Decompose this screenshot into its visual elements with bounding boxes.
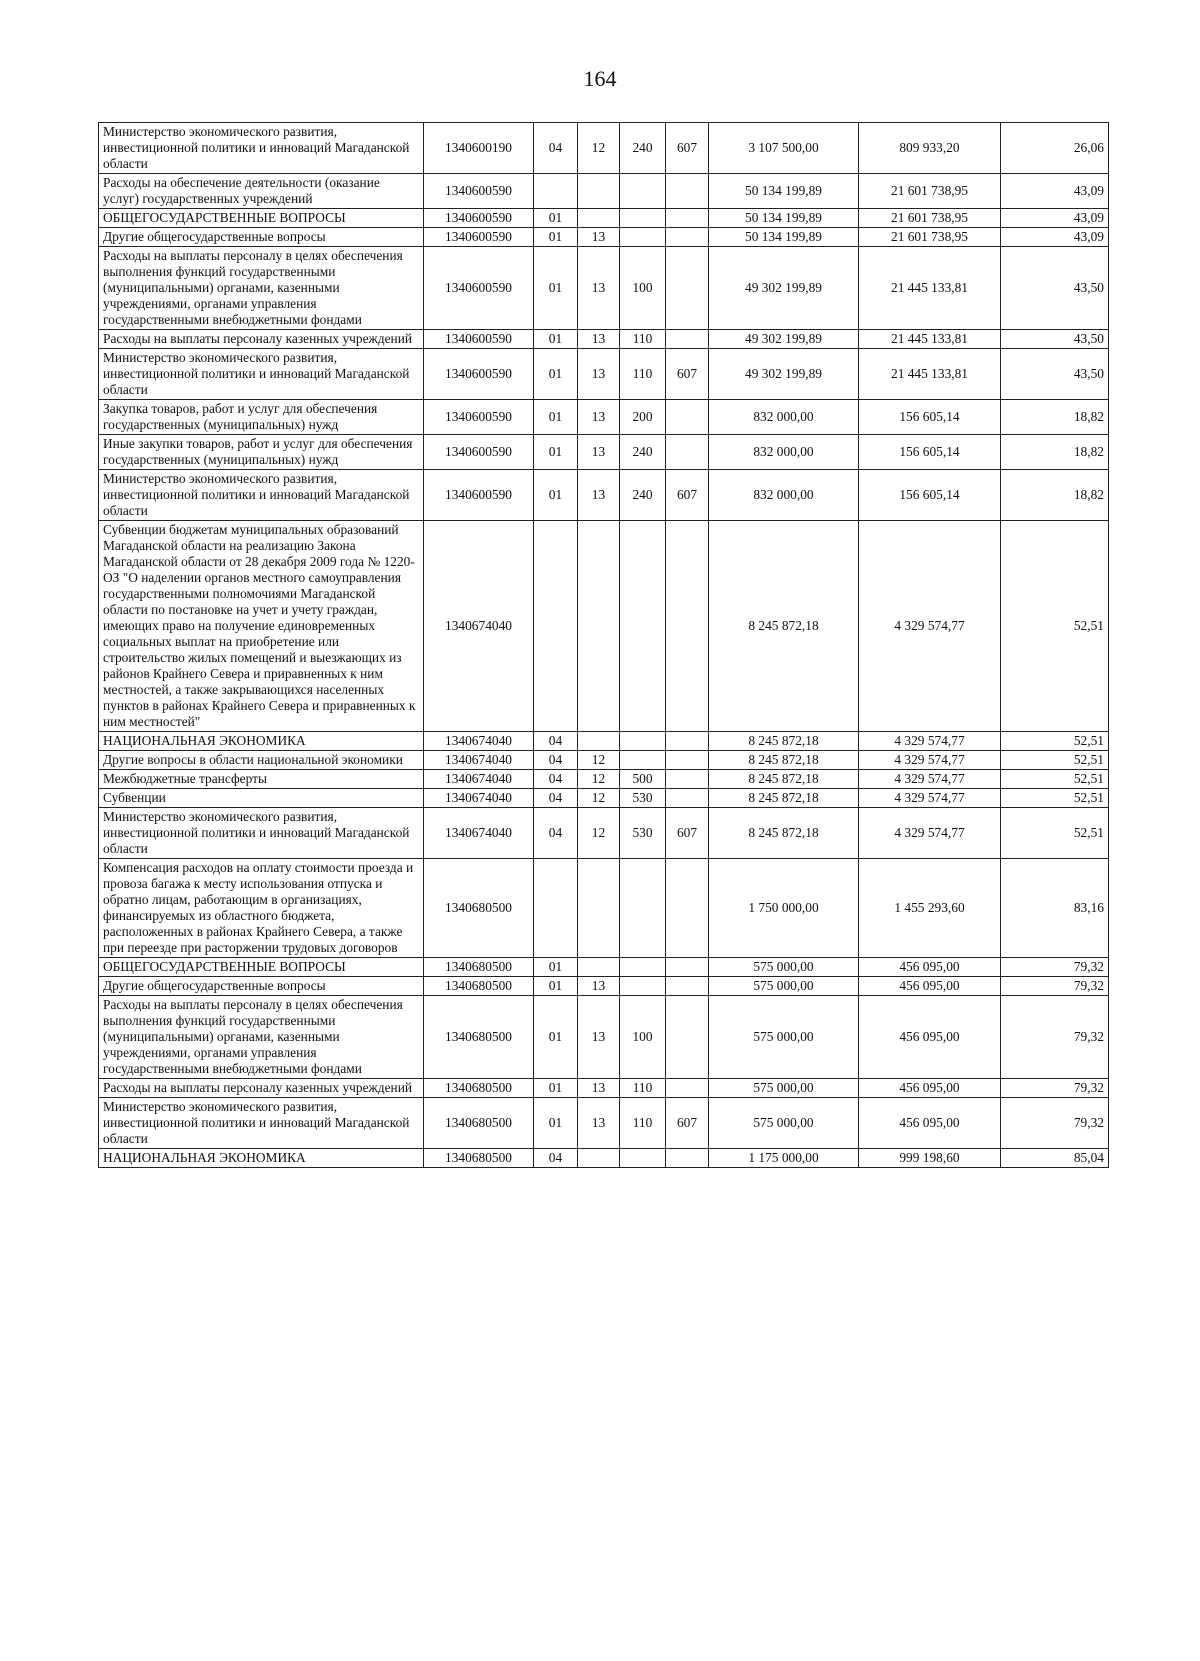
cell-planned-amount: 8 245 872,18 (709, 751, 859, 770)
cell-administrator (666, 789, 709, 808)
cell-administrator (666, 1079, 709, 1098)
cell-target-article: 1340600590 (424, 209, 534, 228)
cell-executed-amount: 456 095,00 (859, 977, 1001, 996)
cell-subsection: 13 (578, 996, 620, 1079)
cell-expense-type: 110 (620, 1098, 666, 1149)
cell-expense-type: 240 (620, 123, 666, 174)
cell-administrator (666, 996, 709, 1079)
cell-target-article: 1340674040 (424, 808, 534, 859)
cell-name: Другие общегосударственные вопросы (99, 977, 424, 996)
cell-subsection: 12 (578, 808, 620, 859)
cell-executed-amount: 156 605,14 (859, 400, 1001, 435)
cell-executed-amount: 456 095,00 (859, 958, 1001, 977)
cell-section: 04 (534, 1149, 578, 1168)
cell-administrator (666, 330, 709, 349)
cell-planned-amount: 575 000,00 (709, 996, 859, 1079)
cell-target-article: 1340600590 (424, 228, 534, 247)
cell-execution-percent: 79,32 (1001, 996, 1109, 1079)
cell-subsection: 13 (578, 1098, 620, 1149)
table-row (99, 349, 1109, 400)
cell-name: Расходы на выплаты персоналу в целях обеспечения выполнения функций государственными (муниципальными) органами, казенными учреждениями, органами управления государственными внебюджетными фондами (99, 996, 424, 1079)
cell-section: 04 (534, 732, 578, 751)
cell-target-article: 1340680500 (424, 859, 534, 958)
cell-execution-percent: 18,82 (1001, 435, 1109, 470)
cell-executed-amount: 456 095,00 (859, 1079, 1001, 1098)
cell-target-article: 1340680500 (424, 1079, 534, 1098)
cell-execution-percent: 18,82 (1001, 470, 1109, 521)
cell-subsection (578, 174, 620, 209)
cell-administrator: 607 (666, 123, 709, 174)
cell-expense-type (620, 751, 666, 770)
cell-executed-amount: 21 601 738,95 (859, 228, 1001, 247)
cell-administrator (666, 770, 709, 789)
cell-administrator (666, 751, 709, 770)
cell-execution-percent: 52,51 (1001, 732, 1109, 751)
cell-administrator (666, 958, 709, 977)
cell-section: 01 (534, 1079, 578, 1098)
cell-expense-type (620, 521, 666, 732)
table-row (99, 732, 1109, 751)
cell-target-article: 1340600590 (424, 174, 534, 209)
cell-planned-amount: 8 245 872,18 (709, 808, 859, 859)
cell-name: Расходы на обеспечение деятельности (оказание услуг) государственных учреждений (99, 174, 424, 209)
cell-section (534, 521, 578, 732)
cell-target-article: 1340600190 (424, 123, 534, 174)
cell-administrator (666, 247, 709, 330)
cell-executed-amount: 21 445 133,81 (859, 349, 1001, 400)
cell-name: Другие вопросы в области национальной экономики (99, 751, 424, 770)
cell-name: Другие общегосударственные вопросы (99, 228, 424, 247)
table-row (99, 859, 1109, 958)
cell-subsection: 12 (578, 751, 620, 770)
cell-administrator (666, 1149, 709, 1168)
cell-subsection: 13 (578, 435, 620, 470)
cell-name: Расходы на выплаты персоналу казенных учреждений (99, 1079, 424, 1098)
cell-execution-percent: 79,32 (1001, 1098, 1109, 1149)
table-row (99, 751, 1109, 770)
cell-planned-amount: 832 000,00 (709, 470, 859, 521)
table-row (99, 808, 1109, 859)
table-row (99, 247, 1109, 330)
cell-expense-type: 100 (620, 996, 666, 1079)
cell-target-article: 1340600590 (424, 247, 534, 330)
cell-subsection (578, 521, 620, 732)
cell-name: Компенсация расходов на оплату стоимости проезда и провоза багажа к месту использования отпуска и обратно лицам, работающим в организациях, финансируемых из областного бюджета, расположенных в районах Крайнего Севера, а также при переезде при расторжении трудовых договоров (99, 859, 424, 958)
cell-target-article: 1340680500 (424, 996, 534, 1079)
cell-administrator (666, 400, 709, 435)
cell-executed-amount: 456 095,00 (859, 1098, 1001, 1149)
cell-executed-amount: 4 329 574,77 (859, 521, 1001, 732)
table-row (99, 770, 1109, 789)
cell-section: 01 (534, 470, 578, 521)
cell-planned-amount: 49 302 199,89 (709, 349, 859, 400)
cell-executed-amount: 4 329 574,77 (859, 732, 1001, 751)
cell-name: Министерство экономического развития, инвестиционной политики и инноваций Магаданской области (99, 808, 424, 859)
cell-subsection: 12 (578, 789, 620, 808)
cell-section: 01 (534, 958, 578, 977)
cell-subsection: 13 (578, 977, 620, 996)
cell-expense-type: 110 (620, 1079, 666, 1098)
cell-execution-percent: 52,51 (1001, 789, 1109, 808)
cell-planned-amount: 50 134 199,89 (709, 174, 859, 209)
cell-subsection: 13 (578, 400, 620, 435)
cell-section (534, 174, 578, 209)
cell-executed-amount: 156 605,14 (859, 435, 1001, 470)
cell-name: Субвенции бюджетам муниципальных образований Магаданской области на реализацию Закона Магаданской области от 28 декабря 2009 года № 1220-ОЗ "О наделении органов местного самоуправления государственными полномочиями Магаданской области по постановке на учет и учету граждан, имеющих право на получение единовременных социальных выплат на приобретение или строительство жилых помещений и выезжающих из районов Крайнего Севера и приравненных к ним местностей, а также закрывающихся населенных пунктов в районах Крайнего Севера и приравненных к ним местностей" (99, 521, 424, 732)
cell-name: Расходы на выплаты персоналу казенных учреждений (99, 330, 424, 349)
cell-target-article: 1340600590 (424, 470, 534, 521)
cell-planned-amount: 1 750 000,00 (709, 859, 859, 958)
table-row (99, 1079, 1109, 1098)
cell-executed-amount: 456 095,00 (859, 996, 1001, 1079)
cell-target-article: 1340674040 (424, 770, 534, 789)
cell-target-article: 1340600590 (424, 400, 534, 435)
cell-name: Министерство экономического развития, инвестиционной политики и инноваций Магаданской области (99, 470, 424, 521)
cell-executed-amount: 1 455 293,60 (859, 859, 1001, 958)
cell-administrator (666, 228, 709, 247)
cell-section: 01 (534, 977, 578, 996)
cell-section: 01 (534, 228, 578, 247)
cell-execution-percent: 43,50 (1001, 349, 1109, 400)
cell-subsection: 13 (578, 247, 620, 330)
table-row (99, 330, 1109, 349)
table-row (99, 789, 1109, 808)
cell-executed-amount: 156 605,14 (859, 470, 1001, 521)
cell-section: 01 (534, 1098, 578, 1149)
cell-expense-type: 240 (620, 470, 666, 521)
cell-administrator: 607 (666, 808, 709, 859)
cell-name: Межбюджетные трансферты (99, 770, 424, 789)
table-row (99, 1149, 1109, 1168)
cell-section: 04 (534, 770, 578, 789)
cell-planned-amount: 50 134 199,89 (709, 209, 859, 228)
table-row (99, 228, 1109, 247)
cell-name: Министерство экономического развития, инвестиционной политики и инноваций Магаданской области (99, 1098, 424, 1149)
cell-subsection: 13 (578, 228, 620, 247)
cell-administrator (666, 174, 709, 209)
cell-name: Субвенции (99, 789, 424, 808)
cell-execution-percent: 43,09 (1001, 174, 1109, 209)
cell-target-article: 1340674040 (424, 732, 534, 751)
cell-planned-amount: 3 107 500,00 (709, 123, 859, 174)
cell-expense-type: 500 (620, 770, 666, 789)
cell-section: 04 (534, 789, 578, 808)
cell-target-article: 1340674040 (424, 521, 534, 732)
cell-executed-amount: 21 445 133,81 (859, 330, 1001, 349)
cell-subsection: 13 (578, 349, 620, 400)
cell-name: Расходы на выплаты персоналу в целях обеспечения выполнения функций государственными (муниципальными) органами, казенными учреждениями, органами управления государственными внебюджетными фондами (99, 247, 424, 330)
table-row (99, 470, 1109, 521)
cell-expense-type (620, 228, 666, 247)
cell-planned-amount: 575 000,00 (709, 977, 859, 996)
cell-execution-percent: 52,51 (1001, 751, 1109, 770)
cell-execution-percent: 83,16 (1001, 859, 1109, 958)
cell-section: 01 (534, 400, 578, 435)
cell-expense-type: 110 (620, 330, 666, 349)
cell-target-article: 1340600590 (424, 330, 534, 349)
cell-executed-amount: 4 329 574,77 (859, 808, 1001, 859)
cell-subsection: 12 (578, 123, 620, 174)
cell-planned-amount: 8 245 872,18 (709, 770, 859, 789)
table-body (99, 123, 1109, 1168)
cell-execution-percent: 79,32 (1001, 1079, 1109, 1098)
cell-expense-type (620, 209, 666, 228)
cell-section: 01 (534, 330, 578, 349)
cell-planned-amount: 49 302 199,89 (709, 247, 859, 330)
table-row (99, 123, 1109, 174)
cell-expense-type (620, 1149, 666, 1168)
cell-execution-percent: 18,82 (1001, 400, 1109, 435)
cell-planned-amount: 49 302 199,89 (709, 330, 859, 349)
table-row (99, 400, 1109, 435)
cell-expense-type (620, 977, 666, 996)
cell-subsection: 12 (578, 770, 620, 789)
cell-execution-percent: 52,51 (1001, 808, 1109, 859)
cell-target-article: 1340680500 (424, 1149, 534, 1168)
cell-executed-amount: 21 601 738,95 (859, 174, 1001, 209)
cell-name: Министерство экономического развития, инвестиционной политики и инноваций Магаданской области (99, 123, 424, 174)
cell-target-article: 1340600590 (424, 435, 534, 470)
cell-subsection (578, 958, 620, 977)
cell-planned-amount: 832 000,00 (709, 435, 859, 470)
cell-execution-percent: 79,32 (1001, 958, 1109, 977)
cell-target-article: 1340680500 (424, 977, 534, 996)
cell-name: ОБЩЕГОСУДАРСТВЕННЫЕ ВОПРОСЫ (99, 958, 424, 977)
cell-executed-amount: 4 329 574,77 (859, 789, 1001, 808)
cell-execution-percent: 79,32 (1001, 977, 1109, 996)
cell-subsection: 13 (578, 1079, 620, 1098)
cell-administrator: 607 (666, 470, 709, 521)
cell-executed-amount: 999 198,60 (859, 1149, 1001, 1168)
cell-executed-amount: 4 329 574,77 (859, 770, 1001, 789)
cell-section: 01 (534, 349, 578, 400)
cell-expense-type: 200 (620, 400, 666, 435)
cell-name: Иные закупки товаров, работ и услуг для обеспечения государственных (муниципальных) нужд (99, 435, 424, 470)
table-row (99, 521, 1109, 732)
cell-name: Закупка товаров, работ и услуг для обеспечения государственных (муниципальных) нужд (99, 400, 424, 435)
cell-planned-amount: 1 175 000,00 (709, 1149, 859, 1168)
cell-expense-type: 530 (620, 789, 666, 808)
cell-name: ОБЩЕГОСУДАРСТВЕННЫЕ ВОПРОСЫ (99, 209, 424, 228)
cell-expense-type: 110 (620, 349, 666, 400)
table-row (99, 1098, 1109, 1149)
cell-subsection (578, 1149, 620, 1168)
cell-executed-amount: 21 445 133,81 (859, 247, 1001, 330)
cell-target-article: 1340680500 (424, 958, 534, 977)
cell-expense-type: 530 (620, 808, 666, 859)
budget-execution-table (98, 122, 1109, 1168)
cell-planned-amount: 575 000,00 (709, 1079, 859, 1098)
cell-execution-percent: 52,51 (1001, 521, 1109, 732)
cell-planned-amount: 8 245 872,18 (709, 789, 859, 808)
cell-section: 01 (534, 996, 578, 1079)
cell-administrator (666, 521, 709, 732)
cell-section: 01 (534, 247, 578, 330)
cell-administrator: 607 (666, 349, 709, 400)
cell-execution-percent: 52,51 (1001, 770, 1109, 789)
cell-execution-percent: 43,09 (1001, 228, 1109, 247)
cell-subsection: 13 (578, 470, 620, 521)
cell-target-article: 1340674040 (424, 789, 534, 808)
cell-target-article: 1340674040 (424, 751, 534, 770)
cell-administrator (666, 435, 709, 470)
cell-administrator: 607 (666, 1098, 709, 1149)
cell-planned-amount: 8 245 872,18 (709, 732, 859, 751)
cell-expense-type (620, 732, 666, 751)
cell-subsection: 13 (578, 330, 620, 349)
table-row (99, 958, 1109, 977)
table-row (99, 996, 1109, 1079)
cell-planned-amount: 50 134 199,89 (709, 228, 859, 247)
cell-section: 01 (534, 435, 578, 470)
cell-subsection (578, 859, 620, 958)
cell-execution-percent: 26,06 (1001, 123, 1109, 174)
cell-expense-type (620, 859, 666, 958)
page-number: 164 (583, 66, 617, 91)
cell-target-article: 1340680500 (424, 1098, 534, 1149)
cell-name: НАЦИОНАЛЬНАЯ ЭКОНОМИКА (99, 1149, 424, 1168)
cell-subsection (578, 732, 620, 751)
cell-administrator (666, 977, 709, 996)
cell-section: 01 (534, 209, 578, 228)
cell-name: Министерство экономического развития, инвестиционной политики и инноваций Магаданской области (99, 349, 424, 400)
cell-section: 04 (534, 123, 578, 174)
cell-expense-type: 100 (620, 247, 666, 330)
cell-administrator (666, 209, 709, 228)
cell-executed-amount: 809 933,20 (859, 123, 1001, 174)
cell-target-article: 1340600590 (424, 349, 534, 400)
cell-execution-percent: 43,50 (1001, 247, 1109, 330)
cell-section (534, 859, 578, 958)
cell-section: 04 (534, 751, 578, 770)
cell-expense-type: 240 (620, 435, 666, 470)
cell-execution-percent: 43,09 (1001, 209, 1109, 228)
cell-expense-type (620, 174, 666, 209)
cell-subsection (578, 209, 620, 228)
cell-execution-percent: 43,50 (1001, 330, 1109, 349)
cell-administrator (666, 732, 709, 751)
cell-planned-amount: 575 000,00 (709, 1098, 859, 1149)
cell-name: НАЦИОНАЛЬНАЯ ЭКОНОМИКА (99, 732, 424, 751)
cell-executed-amount: 21 601 738,95 (859, 209, 1001, 228)
table-row (99, 977, 1109, 996)
cell-executed-amount: 4 329 574,77 (859, 751, 1001, 770)
cell-section: 04 (534, 808, 578, 859)
table-row (99, 174, 1109, 209)
table-row (99, 435, 1109, 470)
cell-planned-amount: 575 000,00 (709, 958, 859, 977)
table-row (99, 209, 1109, 228)
cell-administrator (666, 859, 709, 958)
cell-execution-percent: 85,04 (1001, 1149, 1109, 1168)
cell-expense-type (620, 958, 666, 977)
cell-planned-amount: 832 000,00 (709, 400, 859, 435)
cell-planned-amount: 8 245 872,18 (709, 521, 859, 732)
